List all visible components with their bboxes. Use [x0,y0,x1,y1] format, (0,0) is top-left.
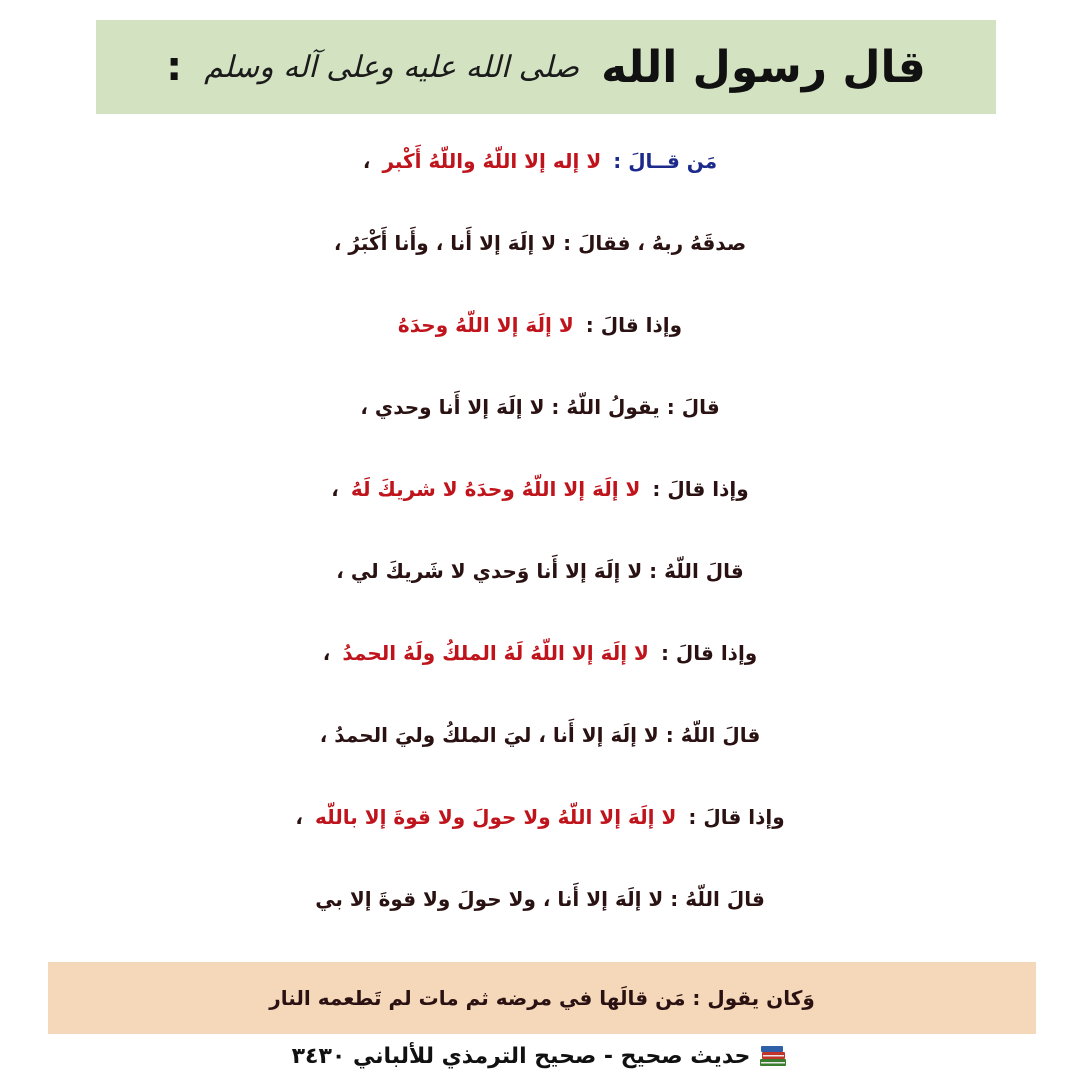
hadith-line-segment: قالَ : يقولُ اللّهُ : لا إلَهَ إلا أَنا وحدي ، [360,395,720,419]
hadith-line [0,530,1080,612]
hadith-line [0,366,1080,448]
hadith-line-segment: لا إلَهَ إلا اللّهُ لَهُ الملكُ ولَهُ الحمدُ [342,641,649,665]
hadith-line-segment: لا إلَهَ إلا اللّهُ ولا حولَ ولا قوةَ إلا باللّه [314,805,677,829]
hadith-line-segment: لا إلَهَ إلا اللّهُ وحدَهُ لا شريكَ لَهُ [350,477,641,501]
hadith-line-segment: ، [331,477,339,501]
header-title: قال رسول الله [601,41,926,93]
hadith-line-segment: قالَ اللّهُ : لا إلَهَ إلا أَنا ، ليَ الملكُ وليَ الحمدُ ، [319,723,761,747]
footer-band [48,962,1036,1034]
header-salutation: صلى الله عليه وعلى آله وسلم [204,49,580,85]
header-banner [96,20,996,114]
hadith-line-segment: صدقَهُ ربهُ ، فقالَ : لا إلَهَ إلا أَنا ، وأَنا أَكْبَرُ ، [333,231,747,255]
hadith-line-segment: وإذا قالَ : [585,313,683,337]
hadith-line-segment: ، [322,641,331,665]
header-colon: : [166,44,183,90]
hadith-text-lines [0,120,1080,940]
books-icon [758,1043,788,1069]
footer-text: وَكان يقول : مَن قالَها في مرضه ثم مات لم تَطعمه النار [269,986,815,1010]
hadith-line-segment: ، [362,149,371,173]
hadith-line [0,776,1080,858]
hadith-line [0,202,1080,284]
hadith-line-segment: وإذا قالَ : [688,805,785,829]
hadith-line-segment: قالَ اللّهُ : لا إلَهَ إلا أَنا ، ولا حولَ ولا قوةَ إلا بي [315,887,765,911]
source-citation [0,1036,1080,1076]
hadith-line [0,858,1080,940]
hadith-line-segment: ، [295,805,303,829]
hadith-line-segment: لا إلَهَ إلا اللّهُ وحدَهُ [397,313,574,337]
source-text: حديث صحيح - صحيح الترمذي للألباني ٣٤٣٠ [291,1043,751,1069]
hadith-line-segment: قالَ اللّهُ : لا إلَهَ إلا أَنا وَحدي لا شَريكَ لي ، [336,559,744,583]
hadith-line [0,612,1080,694]
hadith-line [0,284,1080,366]
hadith-line [0,120,1080,202]
hadith-line-segment: مَن قــالَ : [613,149,718,173]
hadith-line [0,694,1080,776]
hadith-line-segment: وإذا قالَ : [660,641,758,665]
hadith-line-segment: وإذا قالَ : [652,477,749,501]
hadith-line [0,448,1080,530]
hadith-line-segment: لا إله إلا اللّهُ واللّهُ أَكْبر [382,149,602,173]
